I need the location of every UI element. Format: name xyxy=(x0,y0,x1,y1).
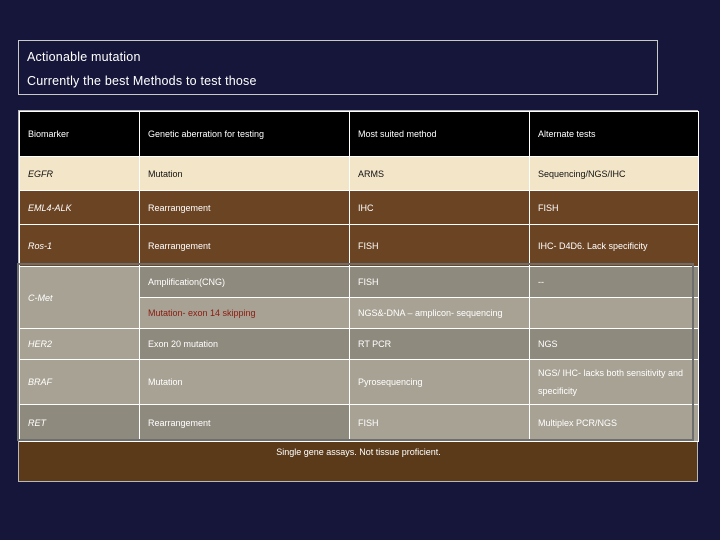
table-row xyxy=(20,191,699,225)
header-alternate-tests: Alternate tests xyxy=(530,112,699,157)
biomarker-cell: BRAF xyxy=(20,360,140,405)
header-most-suited-method: Most suited method xyxy=(350,112,530,157)
aberration-cell: Mutation xyxy=(140,360,350,405)
alternate-cell: NGS/ IHC- lacks both sensitivity and specificity xyxy=(530,360,699,405)
aberration-cell: Mutation- exon 14 skipping xyxy=(140,298,350,329)
table-header-row xyxy=(20,112,699,157)
table-row xyxy=(20,329,699,360)
aberration-cell: Rearrangement xyxy=(140,191,350,225)
table-row xyxy=(20,267,699,298)
header-biomarker: Biomarker xyxy=(20,112,140,157)
alternate-cell: Multiplex PCR/NGS xyxy=(530,405,699,442)
alternate-cell xyxy=(530,298,699,329)
biomarker-cell: RET xyxy=(20,405,140,442)
method-cell: NGS&-DNA – amplicon- sequencing xyxy=(350,298,530,329)
aberration-cell: Rearrangement xyxy=(140,225,350,267)
title-box xyxy=(18,40,658,95)
table-row xyxy=(20,405,699,442)
biomarker-cell: EGFR xyxy=(20,157,140,191)
method-cell: FISH xyxy=(350,405,530,442)
biomarker-cell: HER2 xyxy=(20,329,140,360)
aberration-cell: Mutation xyxy=(140,157,350,191)
header-genetic-aberration: Genetic aberration for testing xyxy=(140,112,350,157)
biomarker-cell: C-Met xyxy=(20,267,140,329)
biomarker-table xyxy=(19,111,699,442)
alternate-cell: -- xyxy=(530,267,699,298)
method-cell: Pyrosequencing xyxy=(350,360,530,405)
method-cell: ARMS xyxy=(350,157,530,191)
method-cell: IHC xyxy=(350,191,530,225)
alternate-cell: Sequencing/NGS/IHC xyxy=(530,157,699,191)
aberration-cell: Exon 20 mutation xyxy=(140,329,350,360)
footer-note: Single gene assays. Not tissue proficient. xyxy=(276,447,441,457)
alternate-cell: FISH xyxy=(530,191,699,225)
method-cell: RT PCR xyxy=(350,329,530,360)
table-row xyxy=(20,225,699,267)
title-line-1: Actionable mutation xyxy=(27,50,141,64)
table-row xyxy=(20,157,699,191)
alternate-cell: NGS xyxy=(530,329,699,360)
biomarker-table-panel xyxy=(18,110,698,482)
table-row xyxy=(20,360,699,405)
biomarker-cell: EML4-ALK xyxy=(20,191,140,225)
aberration-cell: Rearrangement xyxy=(140,405,350,442)
alternate-cell: IHC- D4D6. Lack specificity xyxy=(530,225,699,267)
aberration-cell: Amplification(CNG) xyxy=(140,267,350,298)
title-line-2: Currently the best Methods to test those xyxy=(27,74,257,88)
method-cell: FISH xyxy=(350,267,530,298)
biomarker-cell: Ros-1 xyxy=(20,225,140,267)
method-cell: FISH xyxy=(350,225,530,267)
